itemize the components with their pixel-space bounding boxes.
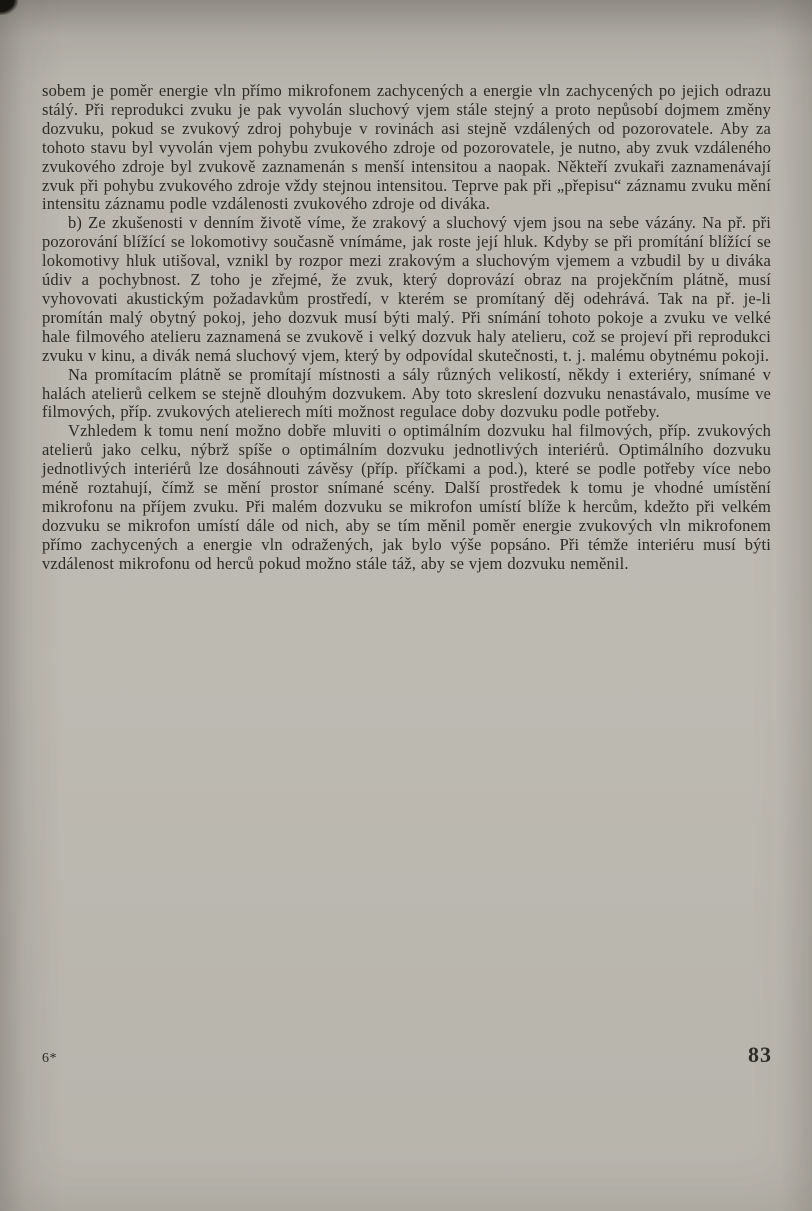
paragraph-continuation: sobem je poměr energie vln přímo mikrofonem zachycených a energie vln zachycených po jejich odrazu stálý. Při reprodukci zvuku je pak vyvolán sluchový vjem stále stejný a proto nepůsobí dojmem změny dozvuku, pokud se zvukový zdroj pohybuje v rovinách asi stejně vzdálených od pozorovatele. Aby za tohoto stavu byl vyvolán vjem pohybu zvukového zdroje od pozorovatele, je nutno, aby zvuk vzdáleného zvukového zdroje byl zvukově zaznamenán s menší intensitou a naopak. Někteří zvukaři zaznamenávají zvuk při pohybu zvukového zdroje vždy stejnou intensitou. Teprve pak při „přepisu“ záznamu zvuku mění intensitu záznamu podle vzdálenosti zvukového zdroje od diváka. bbox=[42, 81, 771, 214]
paragraph-projection: Na promítacím plátně se promítají místnosti a sály různých velikostí, někdy i exteriéry, snímané v halách atelierů celkem se stejně dlouhým dozvukem. Aby toto skreslení dozvuku nenastávalo, musíme ve filmových, příp. zvukových atelierech míti možnost regulace doby dozvuku podle potřeby. bbox=[42, 364, 771, 422]
signature-mark: 6* bbox=[42, 1051, 57, 1066]
paragraph-optimal-reverb: Vzhledem k tomu není možno dobře mluviti o optimálním dozvuku hal filmových, příp. zvukových atelierů jako celku, nýbrž spíše o optimálním dozvuku jednotlivých interiérů. Optimálního dozvuku jednotlivých interiérů lze dosáhnouti závěsy (příp. příčkami a pod.), které se podle potřeby více nebo méně roztahují, čímž se mění prostor snímané scény. Další prostředek k tomu je vhodné umístění mikrofonu na příjem zvuku. Při malém dozvuku se mikrofon umístí blíže k hercům, kdežto při velkém dozvuku se mikrofon umístí dále od nich, aby se tím měnil poměr energie zvukových vln mikrofonem přímo zachycených a energie vln odražených, jak bylo výše popsáno. Při témže interiéru musí býti vzdálenost mikrofonu od herců pokud možno stále táž, aby se vjem dozvuku neměnil. bbox=[42, 421, 771, 573]
page-number: 83 bbox=[748, 1042, 772, 1067]
page-footer bbox=[42, 1042, 772, 1076]
page-text-block bbox=[42, 82, 771, 574]
paragraph-point-b: b) Ze zkušenosti v denním životě víme, že zrakový a sluchový vjem jsou na sebe vázány. Na př. při pozorování blížící se lokomotivy současně vnímáme, jak roste její hluk. Kdyby se při promítání blížící se lokomotivy hluk utišoval, vznikl by rozpor mezi zrakovým a sluchovým vjemem a vzbudil by u diváka údiv a pochybnost. Z toho je zřejmé, že zvuk, který doprovází obraz na projekčním plátně, musí vyhovovati akustickým požadavkům prostředí, v kterém se promítaný děj odehrává. Tak na př. je-li promítán malý obytný pokoj, jeho dozvuk musí býti malý. Při snímání tohoto pokoje a zvuku ve velké hale filmového atelieru zaznamená se zvukově i velký dozvuk haly atelieru, což se projeví při reprodukci zvuku v kinu, a divák nemá sluchový vjem, který by odpovídal skutečnosti, t. j. malému obytnému pokoji. bbox=[42, 213, 771, 365]
scan-corner-artifact bbox=[0, 0, 18, 15]
